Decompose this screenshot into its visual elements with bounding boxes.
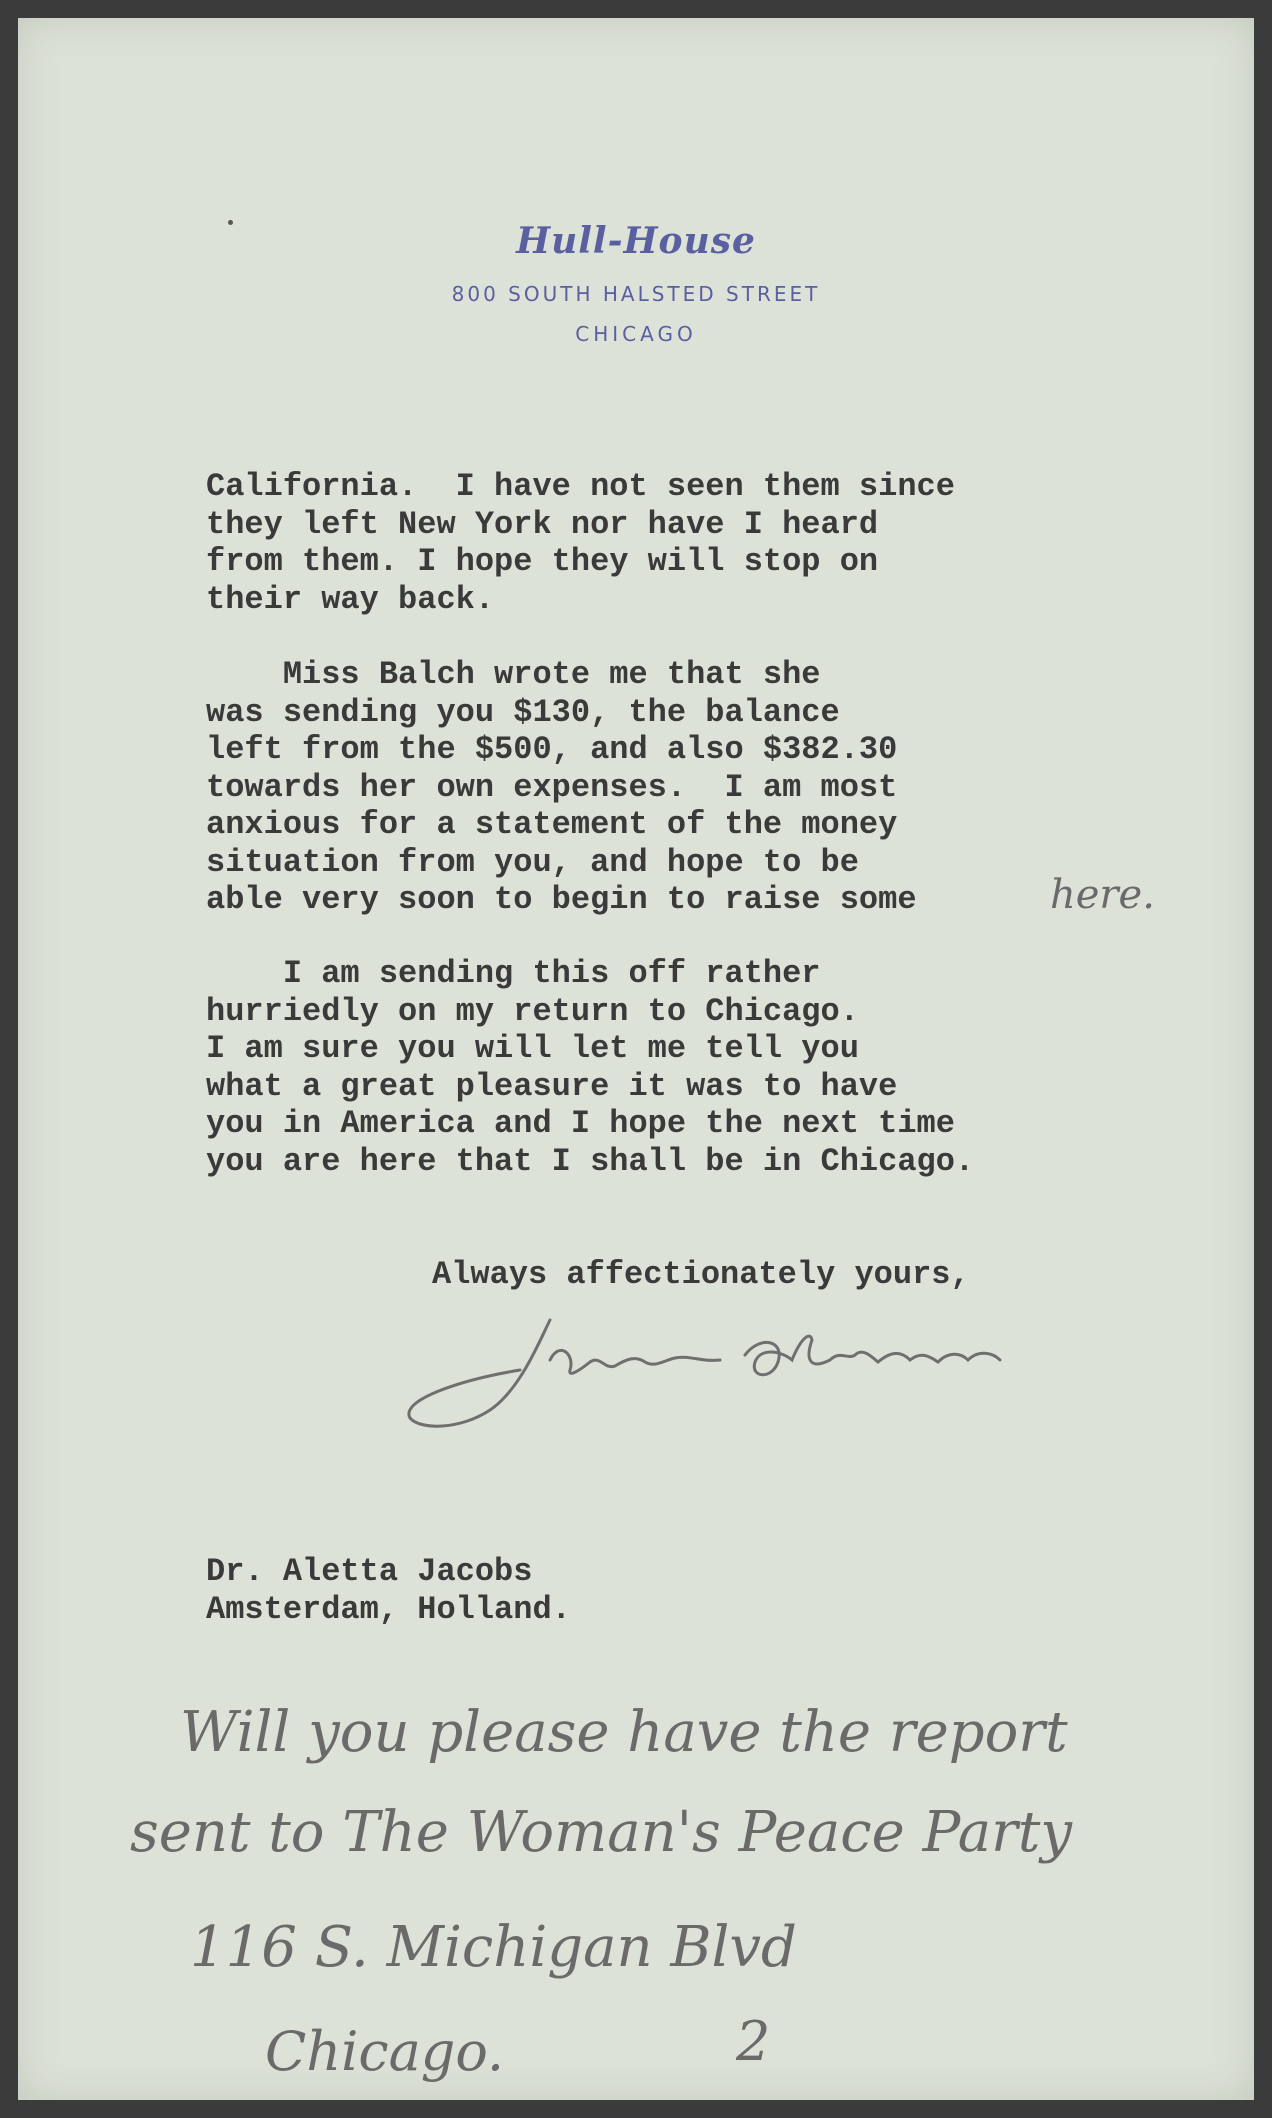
letterhead-city: CHICAGO [575, 322, 697, 346]
letterhead-name: Hull-House [516, 220, 756, 262]
body-paragraph-3: I am sending this off rather hurriedly on my return to Chicago. I am sure you will let me tell you what a great pleasure it was to have you in America and I hope the next time you are here that I shall be in Chicago. [206, 955, 975, 1180]
body-paragraph-1: California. I have not seen them since they left New York nor have I heard from them. I hope they will stop on their way back. [206, 468, 955, 618]
handwritten-insert: here. [1050, 872, 1155, 918]
signature [400, 1300, 1100, 1450]
page-number: 2 [736, 2010, 771, 2073]
closing: Always affectionately yours, [432, 1256, 970, 1293]
handwritten-note-line-3: 116 S. Michigan Blvd [190, 1915, 797, 1980]
recipient-name: Dr. Aletta Jacobs [206, 1553, 533, 1590]
letterhead-street: 800 SOUTH HALSTED STREET [451, 282, 821, 306]
recipient-address: Amsterdam, Holland. [206, 1591, 571, 1628]
handwritten-note-line-1: Will you please have the report [180, 1700, 1068, 1765]
handwritten-note-line-2: sent to The Woman's Peace Party [130, 1800, 1073, 1865]
body-paragraph-2: Miss Balch wrote me that she was sending you $130, the balance left from the $500, and also $382.30 towards her own expenses. I am most anxious for a statement of the money situation from you, and hope to be able very soon to begin to raise some [206, 656, 917, 918]
handwritten-note-line-4: Chicago. [265, 2020, 505, 2083]
